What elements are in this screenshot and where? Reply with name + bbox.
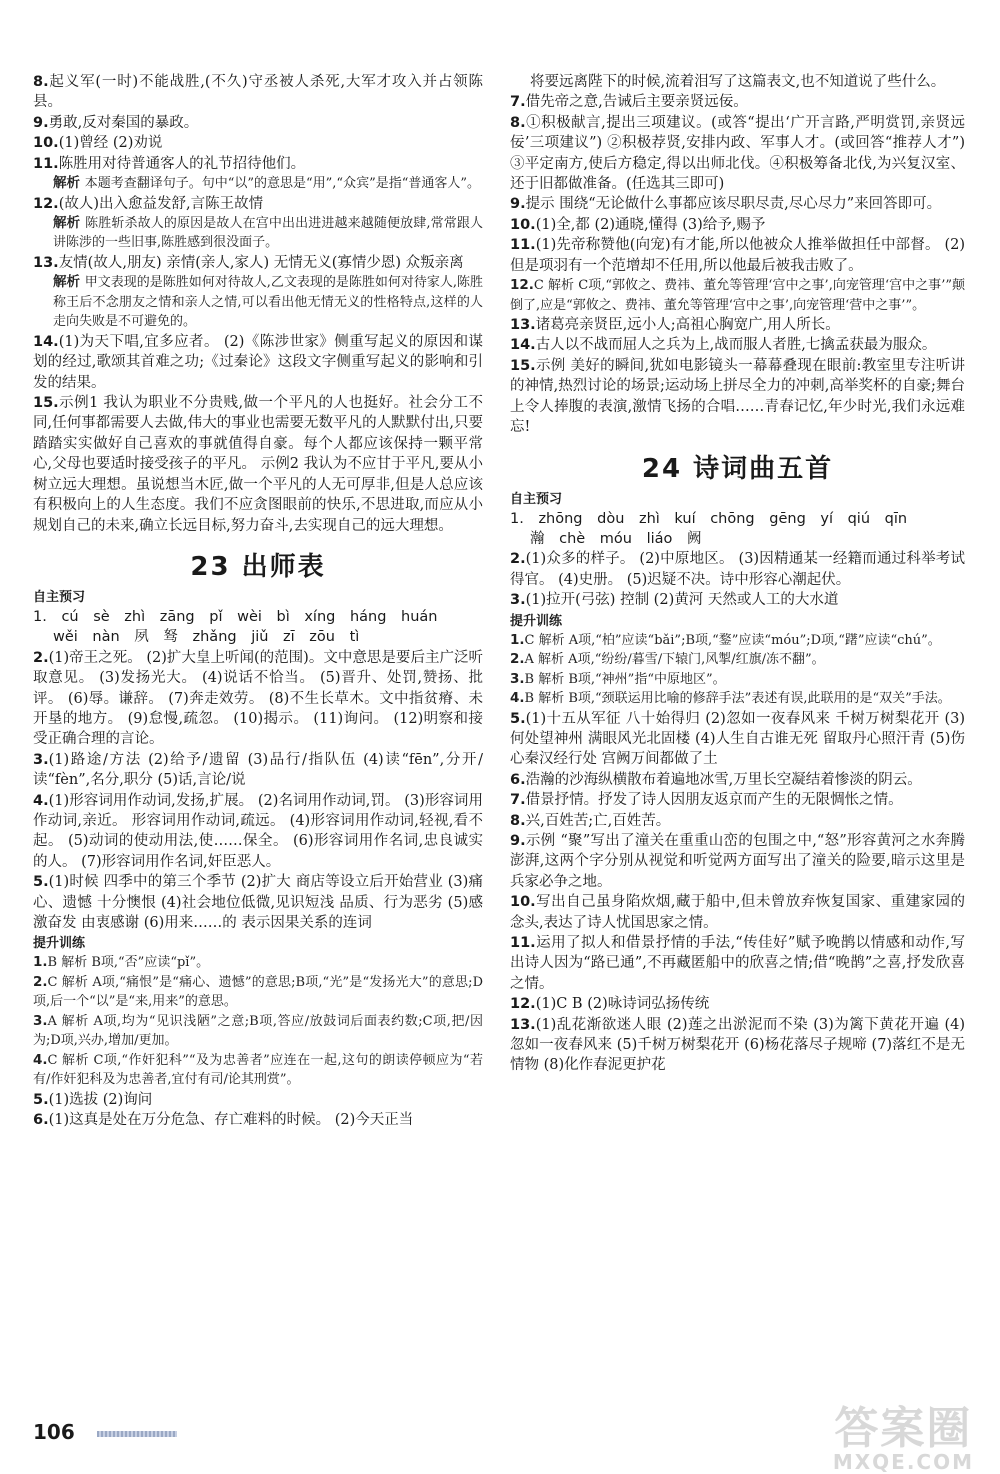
subheading-preview: 自主预习 <box>510 491 563 507</box>
pinyin-answers-cont: wěi nàn 夙 驽 zhǎng jiǔ zī zōu tì <box>53 629 360 646</box>
answer-item: 4.C 解析 C项,“作奸犯科”“及为忠善者”应连在一起,这句的朗读停顿应为“若有/作奸犯科及为忠善者,宜付有司/论其刑赏”。 <box>33 1051 483 1088</box>
answer-item: 8.兴,百姓苦;亡,百姓苦。 <box>510 812 671 829</box>
section-title-23: 23 出师表 <box>190 551 326 582</box>
page-number: 106 <box>33 1420 75 1444</box>
answer-item: 6.浩瀚的沙海纵横散布着遍地冰雪,万里长空凝结着惨淡的阴云。 <box>510 771 922 788</box>
answer-item: 10.(1)全,都 (2)通晓,懂得 (3)给予,赐予 <box>510 216 766 233</box>
answer-item: 2.(1)众多的样子。 (2)中原地区。 (3)因精通某一经籍而通过科举考试得官。 (4)史册。 (5)迟疑不决。诗中形容心潮起伏。 <box>510 551 965 588</box>
answer-item: 9.提示 围绕“无论做什么事都应该尽职尽责,尽心尽力”来回答即可。 <box>510 196 942 213</box>
left-column <box>33 72 483 1131</box>
section-title-24: 24 诗词曲五首 <box>641 453 834 484</box>
analysis-note: 解析 本题考查翻译句子。句中“以”的意思是“用”,“众宾”是指“普通客人”。 <box>53 175 481 192</box>
answer-item: 13.诸葛亮亲贤臣,远小人;高祖心胸宽广,用人所长。 <box>510 317 840 334</box>
answer-item: 14.(1)为天下唱,宜多应者。 (2)《陈涉世家》侧重写起义的原因和谋划的经过,歌颂其首难之功;《过秦论》这段文字侧重写起义的影响和引发的结果。 <box>33 333 483 391</box>
right-column <box>510 72 965 1076</box>
answer-item: 11.(1)先帝称赞他(向宠)有才能,所以他被众人推举做担任中部督。 (2)但是项羽有一个范增却不任用,所以他最后被我击败了。 <box>510 237 965 274</box>
watermark-url: MXQE.COM <box>832 1450 974 1474</box>
answer-item: 5.(1)时候 四季中的第三个季节 (2)扩大 商店等设立后开始营业 (3)痛心、遗憾 十分懊恨 (4)社会地位低微,见识短浅 品质、行为恶劣 (5)感激奋发 由衷感谢 (6)用来……的 表示因果关系的连词 <box>33 874 483 931</box>
answer-item: 5.(1)十五从军征 八十始得归 (2)忽如一夜春风来 千树万树梨花开 (3)何处望神州 满眼风光北固楼 (4)人生自古谁无死 留取丹心照汗青 (5)伤心秦汉经行处 宫阙万间都做了土 <box>510 710 965 768</box>
answer-item: 12.(故人)出入愈益发舒,言陈王故情 <box>33 195 264 212</box>
answer-item: 15.示例1 我认为职业不分贵贱,做一个平凡的人也挺好。社会分工不同,任何事都需要人去做,伟大的事业也需要无数平凡的人默默付出,只要踏踏实实做好自己喜欢的事就值得自豪。每个人都应该保持一颗平常心,父母也要适时接受孩子的平凡。 示例2 我认为不应甘于平凡,要从小树立远大理想。虽说想当木匠,做一个平凡的人无可厚非,但是人总应该有积极向上的人生态度。我们不应贪图眼前的快乐,不思进取,而应从小规划自己的未来,确立长远目标,努力奋斗,去实现自己的远大理想。 <box>33 395 483 534</box>
answer-item: 1.C 解析 A项,“柏”应读“bǎi”;B项,“鍪”应读“móu”;D项,“躇”应读“chú”。 <box>510 631 941 648</box>
answer-item: 4.(1)形容词用作动词,发扬,扩展。 (2)名词用作动词,罚。 (3)形容词用作动词,亲近。 形容词用作动词,疏远。 (4)形容词用作动词,轻视,看不起。 (5)动词的使动用法,使……保全。 (6)形容词用作名词,忠良诚实的人。 (7)形容词用作名词,奸臣恶人。 <box>33 792 483 870</box>
answer-item: 7.借景抒情。抒发了诗人因朋友返京而产生的无限惆怅之情。 <box>510 792 903 809</box>
answer-item: 3.(1)路途/方法 (2)给予/遗留 (3)品行/指队伍 (4)读“fēn”,分开/读“fèn”,名分,职分 (5)话,言论/说 <box>33 751 483 789</box>
answer-item: 6.(1)这真是处在万分危急、存亡难料的时候。 (2)今天正当 <box>33 1112 414 1129</box>
analysis-note: 解析 甲文表现的是陈胜如何对待故人,乙文表现的是陈胜如何对待家人,陈胜称王后不念朋友之情和亲人之情,可以看出他无情无义的性格特点,这样的人走向失败是不可避免的。 <box>53 274 483 330</box>
answer-item: 13.友情(故人,朋友) 亲情(亲人,家人) 无情无义(寡情少恩) 众叛亲离 <box>33 254 464 271</box>
answer-item: 8.①积极献言,提出三项建议。(或答“提出‘广开言路,严明赏罚,亲贤远佞’三项建议”) ②积极荐贤,安排内政、军事人才。(或回答“推荐人才”) ③平定南方,使后方稳定,得以出师北伐。④积极筹备北伐,为兴复汉室、还于旧都做准备。(任选其三即可) <box>510 114 965 193</box>
subheading-preview: 自主预习 <box>33 589 86 605</box>
analysis-note: 解析 陈胜斩杀故人的原因是故人在宫中出出进进越来越随便放肆,常常跟人讲陈涉的一些旧事,陈胜感到很没面子。 <box>53 214 483 251</box>
subheading-training: 提升训练 <box>33 936 86 952</box>
answer-continuation: 将要远离陛下的时候,流着泪写了这篇表文,也不知道说了些什么。 <box>530 74 946 90</box>
answer-item: 3.(1)拉开(弓弦) 控制 (2)黄河 天然或人工的大水道 <box>510 592 839 609</box>
left-top-answers <box>33 72 483 536</box>
answer-item: 15.示例 美好的瞬间,犹如电影镜头一幕幕叠现在眼前:教室里专注听讲的神情,热烈讨论的场景;运动场上拼尽全力的冲刺,高举奖杯的自豪;舞台上令人捧腹的表演,激情飞扬的合唱……青春记忆,年少时光,我们永远难忘! <box>510 357 965 436</box>
answer-item: 3.A 解析 A项,均为“见识浅陋”之意;B项,答应/放鼓词后面表约数;C项,把/因为;D项,兴办,增加/更加。 <box>33 1012 483 1049</box>
answer-item: 7.借先帝之意,告诫后主要亲贤远佞。 <box>510 94 748 111</box>
answer-item: 11.陈胜用对待普通客人的礼节招待他们。 <box>33 155 306 172</box>
answer-item: 2.A 解析 A项,“纷纷/暮雪/下辕门,风掣/红旗/冻不翻”。 <box>510 651 825 668</box>
answer-item: 10.写出自己虽身陷炊烟,藏于船中,但未曾放弃恢复国家、重建家园的念头,表达了诗人忧国思家之情。 <box>510 894 965 931</box>
answer-item: 10.(1)曾经 (2)劝说 <box>33 135 163 152</box>
answer-item: 12.C 解析 C项,“郭攸之、费祎、董允等管理‘宫中之事’,向宠管理‘宫中之事’”颠倒了,应是“郭攸之、费祎、董允等管理‘宫中之事’,向宠管理‘营中之事’”。 <box>510 277 965 313</box>
pinyin-answers-cont: 瀚 chè móu liáo 阙 <box>530 530 702 547</box>
answer-item: 5.(1)选拔 (2)询问 <box>33 1091 153 1108</box>
answer-item: 2.(1)帝王之死。 (2)扩大皇上听闻(的范围)。文中意思是要后主广泛听取意见。 (3)发扬光大。 (4)说话不恰当。 (5)晋升、处罚,赞扬、批评。 (6)辱。谦辞。 (7)奔走效劳。 (8)不生长草木。文中指贫瘠、未开垦的地方。 (9)怠慢,疏忽。 (10)揭示。 (11)询问。 (12)明察和接受正确合理的言论。 <box>33 649 483 748</box>
answer-item: 3.B 解析 B项,“神州”指“中原地区”。 <box>510 670 726 687</box>
pinyin-answers: 1. cú sè zhì zāng pǐ wèi bì xíng háng huán <box>33 608 438 625</box>
answer-item: 12.(1)C B (2)咏诗词弘扬传统 <box>510 996 710 1013</box>
answer-item: 11.运用了拟人和借景抒情的手法,“传佳好”赋予晚鹊以情感和动作,写出诗人因为“路已通”,不再藏匿船中的欣喜之情;借“晚鹊”之喜,抒发欣喜之情。 <box>510 935 965 992</box>
answer-item: 9.示例 “聚”写出了潼关在重重山峦的包围之中,“怒”形容黄河之水奔腾澎湃,这两个字分别从视觉和听觉两方面写出了潼关的险要,暗示这里是兵家必争之地。 <box>510 832 965 890</box>
answer-item: 2.C 解析 A项,“痛恨”是“痛心、遗憾”的意思;B项,“光”是“发扬光大”的意思;D项,后一个“以”是“来,用来”的意思。 <box>33 973 483 1010</box>
watermark-text: 答案圈 <box>834 1403 973 1454</box>
answer-item: 1.B 解析 B项,“否”应读“pǐ”。 <box>33 954 210 971</box>
watermark-logo <box>833 1392 974 1474</box>
answer-item: 14.古人以不战而屈人之兵为上,战而服人者胜,七擒孟获最为服众。 <box>510 337 937 354</box>
answer-item: 13.(1)乱花渐欲迷人眼 (2)莲之出淤泥而不染 (3)为篱下黄花开遍 (4)忽如一夜春风来 (5)千树万树梨花开 (6)杨花落尽子规啼 (7)落红不是无情物 (8)化作春泥更护花 <box>510 1016 965 1074</box>
page-number-decoration <box>97 1431 177 1437</box>
answer-item: 9.勇敢,反对秦国的暴政。 <box>33 114 199 131</box>
pinyin-answers: 1. zhōng dòu zhì kuí chōng gēng yí qiú qīn <box>510 510 908 527</box>
answer-item: 4.B 解析 B项,“颈联运用比喻的修辞手法”表述有误,此联用的是“双关”手法。 <box>510 690 951 707</box>
answer-item: 8.起义军(一时)不能战胜,(不久)守丞被人杀死,大军才攻入并占领陈县。 <box>33 74 483 111</box>
subheading-training: 提升训练 <box>510 613 563 629</box>
